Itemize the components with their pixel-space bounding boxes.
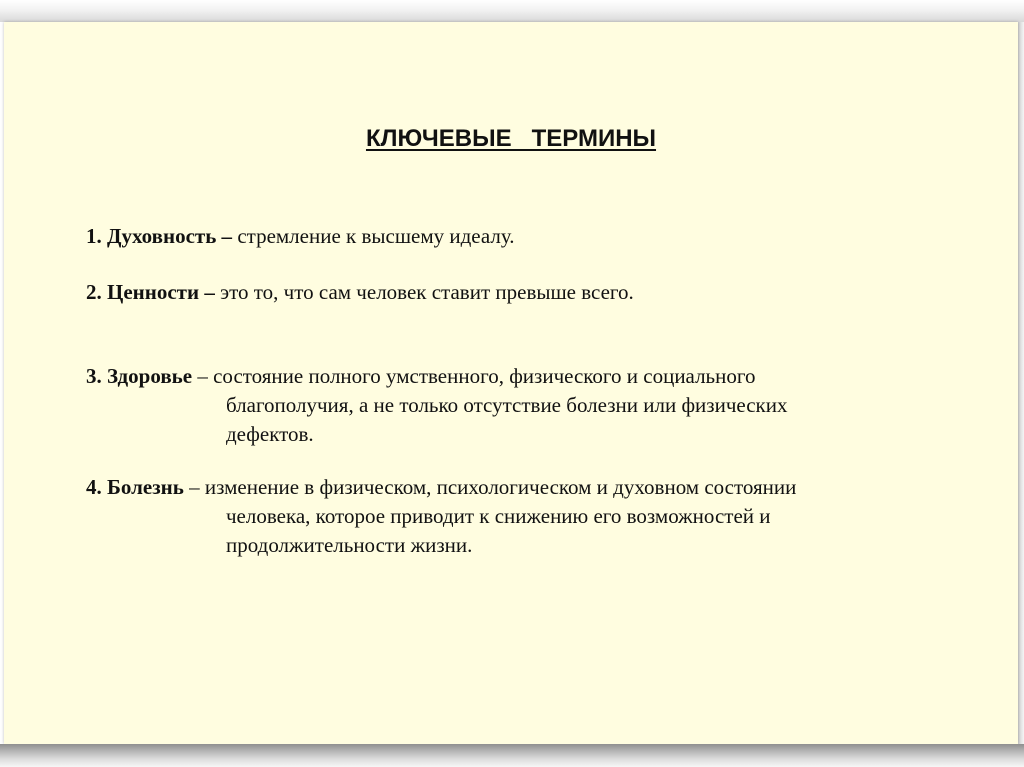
slide-title: КЛЮЧЕВЫЕ ТЕРМИНЫ [365,125,657,152]
term-definition-line: благополучия, а не только отсутствие болезни или физических [226,393,788,417]
term-definition: – состояние полного умственного, физического и социального [192,364,756,388]
term-health [86,362,966,449]
right-shadow [1018,22,1024,744]
term-definition-line: человека, которое приводит к снижению его возможностей и [226,504,771,528]
term-definition: это то, что сам человек ставит превыше всего. [220,280,634,304]
term-definition: – изменение в физическом, психологическом и духовном состоянии [183,475,797,499]
term-illness [86,473,966,560]
term-definition: стремление к высшему идеалу. [237,224,515,248]
term-label: 1. Духовность – [86,224,238,248]
term-values [86,278,966,307]
term-label: 4. Болезнь [86,475,184,499]
term-label: 2. Ценности – [86,280,221,304]
slide [4,22,1018,744]
term-definition-line: дефектов. [226,422,314,446]
term-spirituality [86,222,966,251]
term-definition-line: продолжительности жизни. [226,533,473,557]
top-border [0,0,1024,22]
bottom-shadow [0,744,1024,767]
term-label: 3. Здоровье [86,364,193,388]
